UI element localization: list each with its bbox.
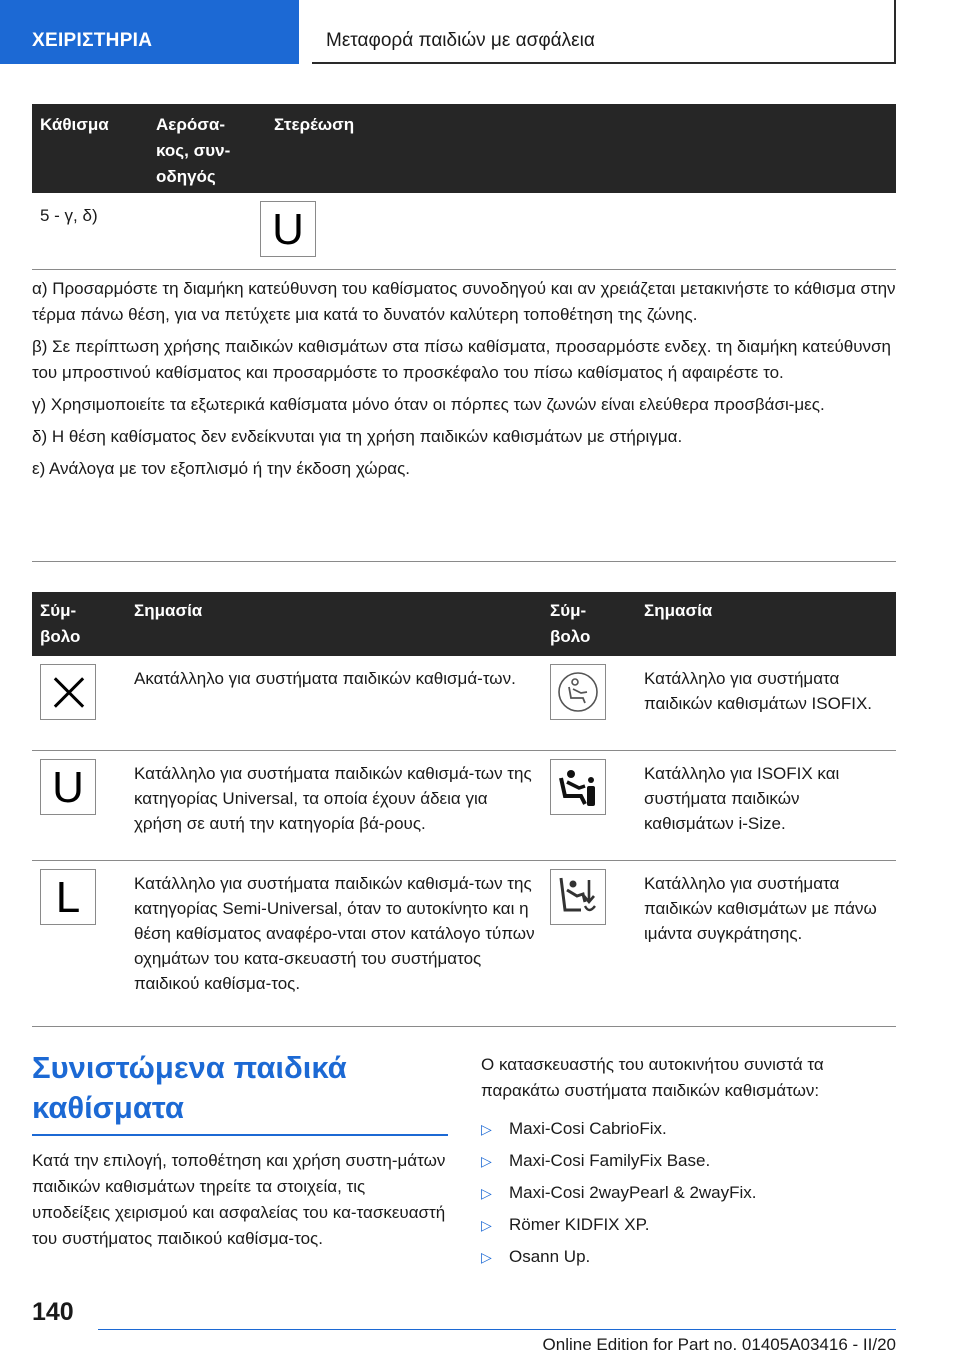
symbol-cell [542,750,636,860]
symbol-cell [32,860,126,1026]
col-header-seat: Κάθισμα [32,104,148,193]
universal-icon [40,759,96,815]
triangle-bullet-icon: ▷ [481,1185,492,1201]
col-header-airbag: Αερόσα- κος, συν- οδηγός [148,104,266,193]
list-item [481,1180,896,1206]
edition-info: Online Edition for Part no. 01405A03416 - II/20 [542,1335,896,1354]
universal-letter: U [52,762,84,812]
semi-universal-icon [40,869,96,925]
list-item [481,1148,896,1174]
list-item-label: Maxi-Cosi CabrioFix. [509,1119,667,1138]
list-item [481,1244,896,1270]
top-tether-icon [550,869,606,925]
meaning-cell: Κατάλληλο για συστήματα παιδικών καθισμάτων με πάνω ιμάντα συγκράτησης. [636,860,896,1026]
seat-list [481,1116,896,1270]
col-header-mounting: Στερέωση [266,104,896,193]
footnote-c: γ) Χρησιμοποιείτε τα εξωτερικά καθίσματα μόνο όταν οι πόρπες των ζωνών είναι ελεύθερα προσβάσι-μες. [32,395,825,414]
symbol-cell [542,656,636,750]
intro-text: Κατά την επιλογή, τοποθέτηση και χρήση συστη-μάτων παιδικών καθισμάτων τηρείτε τα στοιχεία, τις υποδείξεις χειρισμού και ασφαλείας του κα-τασκευαστή του συστήματος παιδικού καθίσμα-τος. [32,1151,446,1248]
recommend-text: Ο κατασκευαστής του αυτοκινήτου συνιστά τα παρακάτω συστήματα παιδικών καθισμάτων: [481,1055,824,1100]
list-item [481,1212,896,1238]
seat-table [32,104,896,270]
list-item [481,1116,896,1142]
triangle-bullet-icon: ▷ [481,1153,492,1169]
meaning-cell: Κατάλληλο για συστήματα παιδικών καθισμά-των της κατηγορίας Semi-Universal, όταν το αυτοκίνητο και η θέση καθίσματος αναφέρο-νται στον κατάλογο τύπων οχημάτων του κατα-σκευαστή του συστήματος παιδικού καθίσμα-τος. [126,860,542,1026]
page-number: 140 [32,1298,74,1326]
symbol-cell [32,656,126,750]
universal-letter: U [272,205,304,254]
symbol-table [32,592,896,1027]
cross-icon [40,664,96,720]
triangle-bullet-icon: ▷ [481,1217,492,1233]
section-tab: ΧΕΙΡΙΣΤΗΡΙΑ [0,0,299,64]
col-header-meaning-2: Σημασία [636,592,896,656]
triangle-bullet-icon: ▷ [481,1249,492,1265]
table-row [32,193,896,269]
isofix-seat-icon [550,664,606,720]
footer-divider [98,1329,896,1330]
airbag-cell [148,193,266,269]
col-header-meaning: Σημασία [126,592,542,656]
recommendations [481,1052,896,1276]
meaning-cell: Ακατάλληλο για συστήματα παιδικών καθισμά-των. [126,656,542,750]
table-row [32,656,896,750]
footnote-a: α) Προσαρμόστε τη διαμήκη κατεύθυνση του καθίσματος συνοδηγού και αν χρειάζεται μετακινήστε το κάθισμα στην τέρμα πάνω θέση, για να πετύχετε μια κατά το δυνατόν καλύτερη τοποθέτηση της ζώνης. [32,279,896,324]
list-item-label: Maxi-Cosi FamilyFix Base. [509,1151,711,1170]
footnotes [32,276,896,562]
meaning-cell: Κατάλληλο για συστήματα παιδικών καθισμά-των της κατηγορίας Universal, τα οποία έχουν άδεια για χρήση σε αυτή την κατηγορία βά-ρους. [126,750,542,860]
universal-icon [260,201,316,257]
footnote-d: δ) Η θέση καθίσματος δεν ενδείκνυται για τη χρήση παιδικών καθισμάτων με στήριγμα. [32,427,683,446]
table-row [32,860,896,1026]
list-item-label: Osann Up. [509,1247,591,1266]
list-item-label: Maxi-Cosi 2wayPearl & 2wayFix. [509,1183,757,1202]
chapter-title: Μεταφορά παιδιών με ασφάλεια [312,0,896,64]
symbol-cell [542,860,636,1026]
list-item-label: Römer KIDFIX XP. [509,1215,650,1234]
section-heading: Συνιστώμενα παιδικά καθίσματα [32,1048,448,1136]
meaning-cell: Κατάλληλο για συστήματα παιδικών καθισμάτων ISOFIX. [636,656,896,750]
triangle-bullet-icon: ▷ [481,1121,492,1137]
seat-position: 5 - γ, δ) [32,193,148,269]
symbol-cell [32,750,126,860]
table-row [32,750,896,860]
meaning-cell: Κατάλληλο για ISOFIX και συστήματα παιδικών καθισμάτων i-Size. [636,750,896,860]
footnote-b: β) Σε περίπτωση χρήσης παιδικών καθισμάτων στα πίσω καθίσματα, προσαρμόστε ενδεχ. τη διαμήκη κατεύθυνση του μπροστινού καθίσματος και προσαρμόστε το προσκέφαλο του πίσω καθίσματος ή αφαιρέστε το. [32,337,891,382]
semi-universal-letter: L [55,872,81,922]
footnote-e: ε) Ανάλογα με τον εξοπλισμό ή την έκδοση χώρας. [32,459,410,478]
mounting-cell [266,193,896,269]
isofix-isize-icon [550,759,606,815]
col-header-symbol-2: Σύμ- βολο [542,592,636,656]
col-header-symbol: Σύμ- βολο [32,592,126,656]
